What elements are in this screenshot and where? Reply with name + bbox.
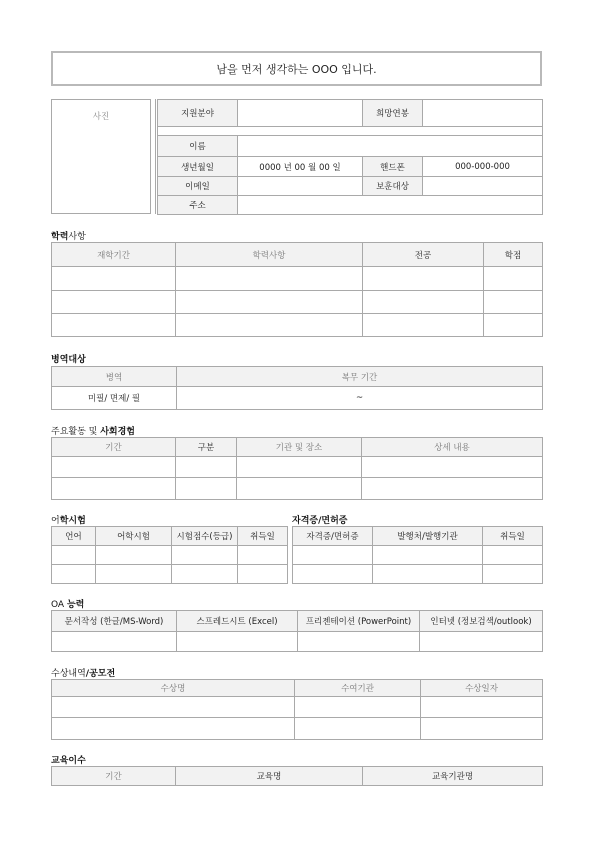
table-row (52, 632, 543, 652)
table-row (52, 267, 543, 291)
phone-value[interactable]: 000-000-000 (423, 157, 543, 177)
profile-spacer-row (158, 127, 543, 136)
awards-header: 수여기관 (295, 680, 421, 697)
awards-table (51, 679, 543, 740)
language-header: 언어 (52, 527, 96, 546)
phone-label: 핸드폰 (363, 157, 423, 177)
photo-label: 사진 (92, 112, 110, 122)
birth-value[interactable]: 0000 년 00 월 00 일 (238, 157, 363, 177)
table-row (52, 697, 543, 718)
photo-box (51, 99, 151, 214)
training-header: 교육기관명 (363, 767, 543, 786)
language-heading: 어학시험 (51, 516, 86, 526)
awards-heading: 수상내역/공모전 (51, 669, 116, 679)
training-header: 기간 (52, 767, 176, 786)
license-header: 취득일 (483, 527, 543, 546)
education-header: 학점 (484, 243, 543, 267)
table-row (52, 314, 543, 337)
military-heading: 병역대상 (51, 355, 86, 365)
table-row (52, 387, 543, 410)
education-header: 학력사항 (176, 243, 363, 267)
military-header: 병역 (52, 367, 177, 387)
birth-label: 생년월일 (158, 157, 238, 177)
training-table (51, 766, 543, 786)
desired-salary-value[interactable] (423, 100, 543, 127)
education-header: 전공 (363, 243, 484, 267)
language-header: 취득일 (238, 527, 288, 546)
activities-table (51, 437, 543, 500)
table-row (293, 546, 543, 565)
oa-header: 스프레드시트 (Excel) (177, 611, 298, 632)
name-value[interactable] (238, 136, 543, 157)
address-label: 주소 (158, 196, 238, 215)
license-table (292, 526, 543, 584)
oa-header: 프리젠테이션 (PowerPoint) (298, 611, 420, 632)
activities-heading: 주요활동 및 사회경험 (51, 427, 135, 437)
military-status[interactable]: 미필/ 면제/ 필 (52, 387, 177, 410)
training-header: 교육명 (176, 767, 363, 786)
education-heading: 학력사항 (51, 232, 86, 242)
military-header: 복무 기간 (177, 367, 543, 387)
veteran-value[interactable] (423, 177, 543, 196)
license-heading: 자격증/면허증 (292, 516, 348, 526)
veteran-label: 보훈대상 (363, 177, 423, 196)
language-table (51, 526, 288, 584)
address-value[interactable] (238, 196, 543, 215)
activities-header: 기간 (52, 438, 176, 457)
activities-header: 상세 내용 (362, 438, 543, 457)
table-row (52, 718, 543, 740)
education-header: 재학기간 (52, 243, 176, 267)
activities-header: 기관 및 장소 (237, 438, 362, 457)
military-period[interactable]: ~ (177, 387, 543, 410)
activities-header: 구분 (176, 438, 237, 457)
profile-table (157, 99, 543, 215)
awards-header: 수상명 (52, 680, 295, 697)
oa-heading: OA 능력 (51, 600, 85, 610)
table-row (293, 565, 543, 584)
training-heading: 교육이수 (51, 756, 86, 766)
license-header: 자격증/면허증 (293, 527, 373, 546)
oa-header: 문서작성 (한글/MS-Word) (52, 611, 177, 632)
apply-field-label: 지원분야 (158, 100, 238, 127)
page-title: 남을 먼저 생각하는 OOO 입니다. (51, 51, 542, 86)
table-row (52, 291, 543, 314)
license-header: 발행처/발행기관 (373, 527, 483, 546)
email-label: 이메일 (158, 177, 238, 196)
language-header: 시험점수(등급) (172, 527, 238, 546)
military-table (51, 366, 543, 410)
table-row (52, 565, 288, 584)
awards-header: 수상일자 (421, 680, 543, 697)
language-header: 어학시험 (96, 527, 172, 546)
table-row (52, 546, 288, 565)
email-value[interactable] (238, 177, 363, 196)
table-row (52, 478, 543, 500)
apply-field-value[interactable] (238, 100, 363, 127)
education-table (51, 242, 543, 337)
name-label: 이름 (158, 136, 238, 157)
table-row (52, 457, 543, 478)
desired-salary-label: 희망연봉 (363, 100, 423, 127)
photo-divider (151, 99, 156, 214)
oa-table (51, 610, 543, 652)
oa-header: 인터넷 (정보검색/outlook) (420, 611, 543, 632)
